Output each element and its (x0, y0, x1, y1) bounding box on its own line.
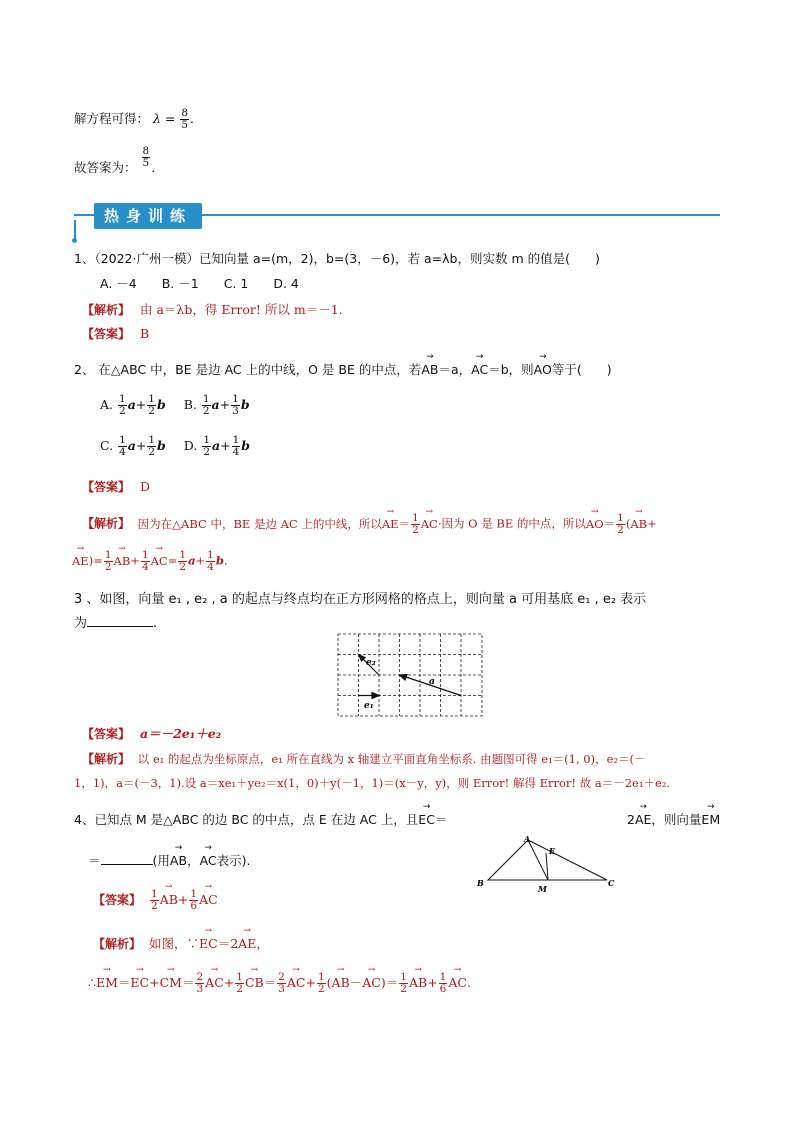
q1-analysis: 【解析】 由 a＝λb，得 Error! 所以 m＝－1. (82, 302, 343, 317)
label-e1: e₁ (364, 701, 374, 711)
section-dot (72, 238, 77, 243)
label-E: E (549, 846, 556, 856)
section-divider-vertical (74, 220, 76, 240)
segment-am (528, 840, 548, 880)
q4-answer: 【答案】 $\frac{1}{2}$ → AB+ $\frac{1}{6}$ → AC (93, 889, 218, 912)
q2-options-cd: C. $\frac{1}{4}$ a+ $\frac{1}{2}$ b D. $\frac{1}{2}$ a+ $\frac{1}{4}$ b (100, 434, 251, 458)
section-title: 热身训练 (94, 203, 202, 229)
q4-stem-line1: 4、已知点 M 是△ABC 的边 BC 的中点，点 E 在边 AC 上，且→ EC＝ (74, 810, 447, 828)
label-e2: e₂ (366, 658, 376, 668)
label-C: C (608, 878, 615, 888)
label-A: A (524, 834, 531, 844)
q1-answer: 【答案】 B (82, 326, 150, 341)
q4-triangle-figure (470, 834, 620, 894)
q2-answer: 【答案】 D (82, 479, 151, 494)
a-arrowhead (400, 675, 408, 681)
q3-grid-figure (337, 633, 483, 717)
q3-answer: 【答案】 a＝－2e₁＋e₂ (82, 726, 222, 741)
q3-stem-line2: 为 . (74, 616, 158, 631)
label-M: M (538, 884, 547, 894)
q3-analysis-line2: 1，1)，a＝(－3，1).设 a＝xe₁＋ye₂＝x(1，0)＋y(－1，1)＝(x－y，y)，则 Error! 解得 Error! 故 a＝－2e₁＋e₂. (74, 776, 671, 790)
q3-blank (87, 614, 153, 627)
q1-stem: 1、（2022·广州一模）已知向量 a=(m，2)，b=(3，－6)，若 a=λb，则实数 m 的值是( ) (74, 251, 600, 266)
e1-arrowhead (372, 693, 379, 699)
q2-stem: 2、 在△ABC 中，BE 是边 AC 上的中线，O 是 BE 的中点，若→ AB＝a，→ AC＝b，则→ AO等于( ) (74, 360, 612, 378)
q4-blank (101, 852, 153, 865)
label-a: a (429, 677, 435, 687)
solve-line: 解方程可得： λ = $\frac{8}{5}$ . (74, 107, 195, 131)
q2-analysis-line1: 【解析】 因为在△ABC 中，BE 是边 AC 上的中线，所以→ AE＝ $\frac{1}{2}$ → AC·因为 O 是 BE 的中点，所以→ AO＝ $\frac{1}{2}$ (→ AB+ (82, 513, 657, 536)
q4-analysis-line2: ∴→ EM＝→ EC+→ CM＝ $\frac{2}{3}$ → AC+ $\frac{1}{2}$ → CB＝ $\frac{2}{3}$ → AC+ $\frac{1}{2}$ (→ AB－→ AC)＝ $\frac{1}{2}$ → AB+ $\frac{1}{6}$ → AC. (88, 972, 471, 995)
q4-stem-line2: ＝ (用→ AB，→ AC表示). (88, 851, 250, 869)
q4-analysis-line1: 【解析】 如图，∵→ EC＝2→ AE， (93, 934, 269, 952)
q3-analysis-line1: 【解析】 以 e₁ 的起点为坐标原点，e₁ 所在直线为 x 轴建立平面直角坐标系. 由题图可得 e₁＝(1, 0)，e₂＝(－ (82, 752, 646, 766)
label-B: B (477, 878, 484, 888)
q4-stem-line1-end: 2→ AE，则向量→ EM (627, 810, 720, 828)
q2-analysis-line2: → AE)= $\frac{1}{2}$ → AB+ $\frac{1}{4}$ → AC= $\frac{1}{2}$ a+ $\frac{1}{4}$ b. (72, 550, 228, 573)
q3-stem-line1: 3 、如图，向量 e₁ , e₂ , a 的起点与终点均在正方形网格的格点上，则向量 a 可用基底 e₁ , e₂ 表示 (74, 592, 647, 607)
q1-options: A. －4 B. －1 C. 1 D. 4 (100, 276, 299, 291)
q2-options-ab: A. $\frac{1}{2}$ a+ $\frac{1}{2}$ b B. $\frac{1}{2}$ a+ $\frac{1}{3}$ b (100, 393, 250, 417)
answer-line: 故答案为： $\frac{8}{5}$ . (74, 145, 156, 175)
